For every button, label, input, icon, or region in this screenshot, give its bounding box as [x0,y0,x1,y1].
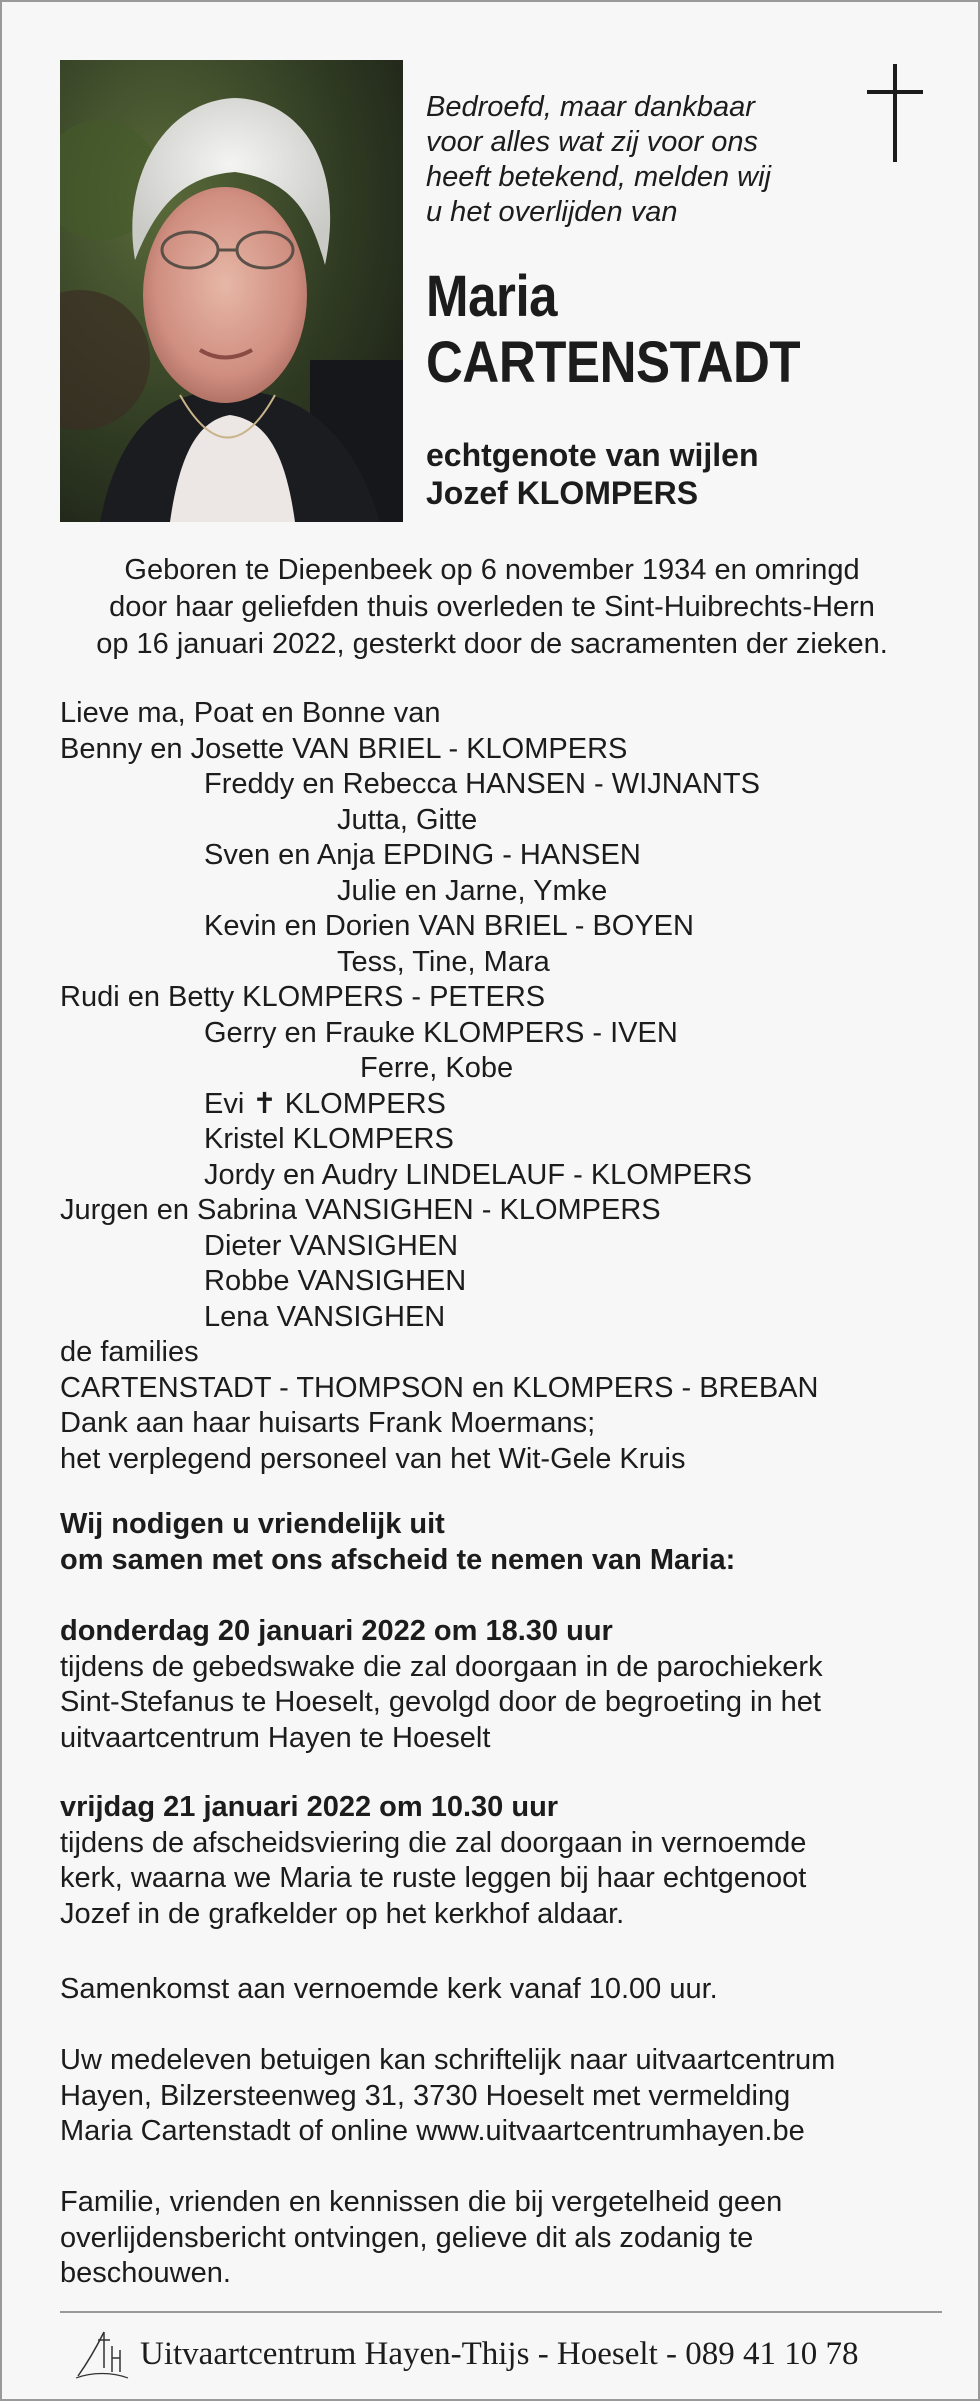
cross-icon [867,64,923,162]
funeral-heading: vrijdag 21 januari 2022 om 10.30 uur [60,1791,559,1823]
footer-text: Uitvaartcentrum Hayen-Thijs - Hoeselt - 089 41 10 78 [140,2336,859,2372]
family-line: Rudi en Betty KLOMPERS - PETERS [60,981,546,1013]
notice-text [60,2185,940,2292]
birth-death-text [32,552,952,663]
condolences-line: Hayen, Bilzersteenweg 31, 3730 Hoeselt met vermelding [60,2079,791,2112]
intro-text [426,90,826,230]
intro-line: voor alles wat zij voor ons [426,126,759,158]
family-line: Ferre, Kobe [360,1052,514,1084]
gathering-text [60,1972,940,2008]
condolences-line: Uw medeleven betuigen kan schriftelijk naar uitvaartcentrum [60,2044,836,2076]
family-line: Kristel KLOMPERS [204,1123,454,1155]
vigil-section [60,1614,940,1756]
condolences-text [60,2043,940,2150]
spouse-line: echtgenote van wijlen [426,437,759,473]
funeral-line: kerk, waarna we Maria te ruste leggen bij haar echtgenoot [60,1862,807,1894]
condolences-line: Maria Cartenstadt of online www.uitvaartcentrumhayen.be [60,2115,805,2147]
family-line: Kevin en Dorien VAN BRIEL - BOYEN [204,910,694,942]
born-line: op 16 januari 2022, gesterkt door de sacramenten der zieken. [96,628,888,660]
footer [60,2324,950,2384]
notice-line: beschouwen. [60,2257,231,2289]
portrait-photo [60,60,403,522]
family-line: Gerry en Frauke KLOMPERS - IVEN [204,1016,678,1049]
family-line: de families [60,1336,199,1368]
spouse-text [426,436,926,512]
notice-line: Familie, vrienden en kennissen die bij vergetelheid geen [60,2186,783,2218]
family-line: Sven en Anja EPDING - HANSEN [204,839,641,871]
family-line: Tess, Tine, Mara [337,945,550,978]
intro-line: u het overlijden van [426,196,678,228]
family-line: CARTENSTADT - THOMPSON en KLOMPERS - BREBAN [60,1371,819,1404]
last-name: CARTENSTADT [426,330,801,395]
family-line: Jurgen en Sabrina VANSIGHEN - KLOMPERS [60,1194,661,1226]
vigil-line: tijdens de gebedswake die zal doorgaan in de parochiekerk [60,1650,823,1683]
notice-line: overlijdensbericht ontvingen, gelieve dit als zodanig te [60,2221,754,2254]
funeral-line: Jozef in de grafkelder op het kerkhof aldaar. [60,1897,625,1930]
family-line: Benny en Josette VAN BRIEL - KLOMPERS [60,732,628,765]
family-line: Julie en Jarne, Ymke [337,874,608,907]
spouse-line: Jozef KLOMPERS [426,475,699,511]
family-line: het verplegend personeel van het Wit-Gele Kruis [60,1442,686,1475]
family-line: Lena VANSIGHEN [204,1300,446,1333]
footer-divider [60,2311,942,2313]
family-line: Jordy en Audry LINDELAUF - KLOMPERS [204,1158,752,1191]
gathering-line: Samenkomst aan vernoemde kerk vanaf 10.00 uur. [60,1973,718,2005]
funeral-line: tijdens de afscheidsviering die zal doorgaan in vernoemde [60,1826,807,1859]
family-line: Robbe VANSIGHEN [204,1265,467,1297]
family-line: Dank aan haar huisarts Frank Moermans; [60,1407,596,1439]
born-line: Geboren te Diepenbeek op 6 november 1934 en omringd [124,554,860,586]
family-line: Jutta, Gitte [337,803,478,836]
family-line: Freddy en Rebecca HANSEN - WIJNANTS [204,768,760,800]
family-line: Dieter VANSIGHEN [204,1229,459,1262]
invitation-text [60,1507,940,1578]
first-name: Maria [426,264,558,329]
hayen-logo-icon [74,2328,130,2380]
intro-line: Bedroefd, maar dankbaar [426,91,755,123]
born-line: door haar geliefden thuis overleden te Sint-Huibrechts-Hern [109,591,875,623]
vigil-line: Sint-Stefanus te Hoeselt, gevolgd door de begroeting in het [60,1686,821,1718]
funeral-section [60,1790,940,1932]
vigil-heading: donderdag 20 januari 2022 om 18.30 uur [60,1615,613,1647]
portrait-image [60,60,403,522]
family-list [60,696,960,1477]
family-line: Lieve ma, Poat en Bonne van [60,697,441,729]
vigil-line: uitvaartcentrum Hayen te Hoeselt [60,1721,491,1754]
invitation-line: Wij nodigen u vriendelijk uit [60,1508,445,1540]
invitation-line: om samen met ons afscheid te nemen van Maria: [60,1543,736,1576]
family-line: Evi ✝ KLOMPERS [204,1087,446,1120]
intro-line: heeft betekend, melden wij [426,161,771,193]
deceased-name [426,264,884,396]
